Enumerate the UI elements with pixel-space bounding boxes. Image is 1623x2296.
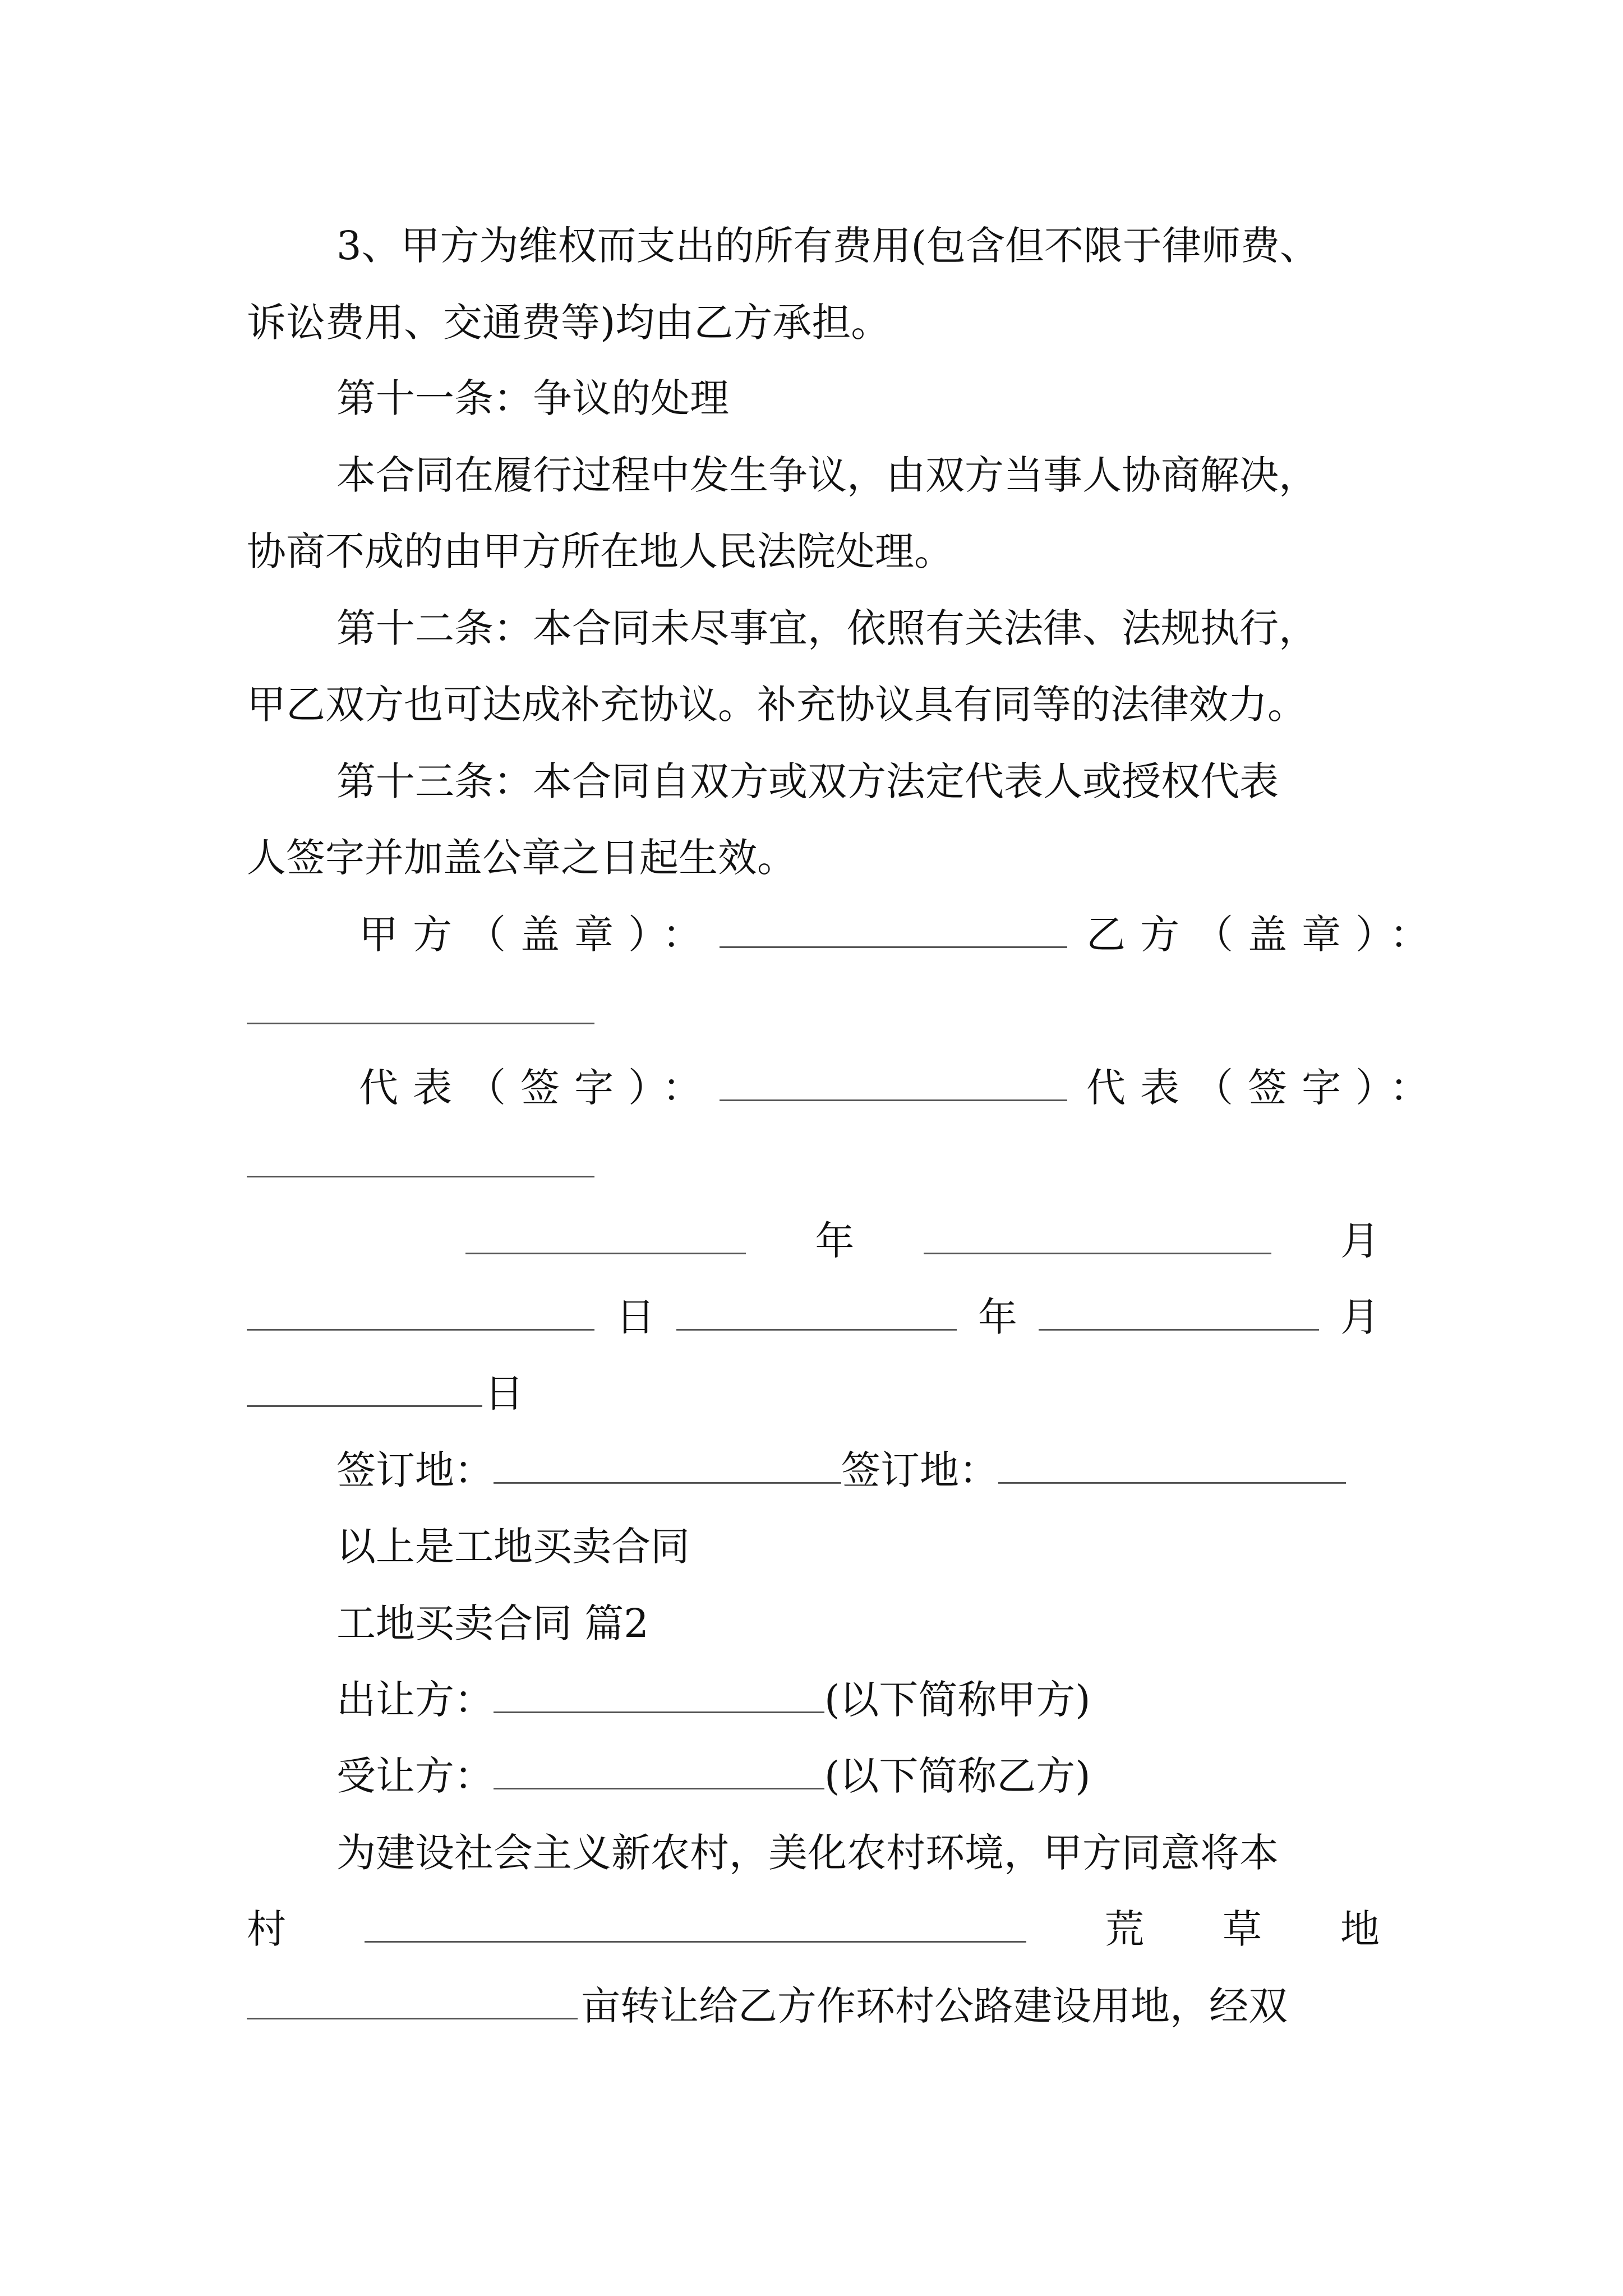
transferee-label: 受让方： bbox=[336, 1753, 494, 1799]
month-a-blank bbox=[924, 1220, 1271, 1254]
intro-line-3-text: 亩转让给乙方作环村公路建设用地，经双 bbox=[581, 1983, 1288, 2029]
year-a-blank bbox=[465, 1220, 746, 1254]
section-2-title: 工地买卖合同 篇2 bbox=[336, 1600, 649, 1646]
transferee-note: (以下简称乙方) bbox=[824, 1753, 1091, 1799]
place-b-blank bbox=[998, 1450, 1346, 1484]
rep-b-label: 代表（签字）： bbox=[1086, 1065, 1444, 1111]
place-b-label: 签订地： bbox=[841, 1447, 998, 1493]
rep-b-blank bbox=[247, 1143, 594, 1177]
intro-land: 地 bbox=[1340, 1906, 1380, 1952]
intro-grass: 草 bbox=[1223, 1906, 1262, 1952]
day-a-label: 日 bbox=[616, 1294, 655, 1340]
year-a-label: 年 bbox=[815, 1218, 855, 1264]
intro-line-1: 为建设社会主义新农村，美化农村环境，甲方同意将本 bbox=[336, 1830, 1279, 1876]
article-13-line-2: 人签字并加盖公章之日起生效。 bbox=[247, 835, 796, 881]
month-b-label: 月 bbox=[1340, 1294, 1380, 1340]
month-b-blank bbox=[1039, 1296, 1319, 1331]
transferor-label: 出让方： bbox=[336, 1677, 494, 1723]
clause-3-line-1: 3、甲方为维权而支出的所有费用(包含但不限于律师费、 bbox=[336, 223, 1319, 269]
article-11-line-2: 协商不成的由甲方所在地人民法院处理。 bbox=[247, 528, 953, 574]
rep-a-label: 代表（签字）： bbox=[359, 1065, 716, 1111]
article-11-line-1: 本合同在履行过程中发生争议，由双方当事人协商解决， bbox=[336, 452, 1318, 498]
party-b-seal-label: 乙方（盖章）： bbox=[1086, 912, 1444, 958]
intro-line-3 bbox=[247, 1978, 1380, 2034]
place-a-label: 签订地： bbox=[336, 1447, 494, 1493]
rep-b-blank-line bbox=[247, 1136, 1380, 1192]
date-line-1 bbox=[465, 1213, 1380, 1269]
intro-line-2 bbox=[247, 1901, 1380, 1957]
article-13-line-1: 第十三条：本合同自双方或双方法定代表人或授权代表 bbox=[336, 758, 1279, 804]
transferee-line bbox=[336, 1748, 1380, 1804]
transferor-note: (以下简称甲方) bbox=[824, 1677, 1091, 1723]
rep-a-blank bbox=[720, 1067, 1067, 1101]
party-b-seal-blank bbox=[247, 990, 594, 1024]
area-blank bbox=[247, 1985, 578, 2019]
party-seal-line bbox=[359, 907, 1444, 963]
article-11-title: 第十一条：争议的处理 bbox=[336, 375, 729, 421]
year-b-blank bbox=[676, 1296, 957, 1331]
intro-village: 村 bbox=[247, 1906, 286, 1952]
party-b-seal-blank-line bbox=[247, 983, 1380, 1039]
signing-place-line bbox=[336, 1442, 1380, 1498]
place-a-blank bbox=[494, 1450, 841, 1484]
month-a-label: 月 bbox=[1340, 1218, 1380, 1264]
party-a-seal-blank bbox=[720, 914, 1067, 948]
article-12-line-1: 第十二条：本合同未尽事宜，依照有关法律、法规执行， bbox=[336, 605, 1318, 651]
village-blank bbox=[365, 1908, 1026, 1943]
clause-3-line-2: 诉讼费用、交通费等)均由乙方承担。 bbox=[247, 300, 891, 346]
date-line-3 bbox=[247, 1365, 1380, 1421]
day-b-blank bbox=[247, 1373, 482, 1407]
transferor-blank bbox=[494, 1679, 824, 1713]
day-b-label: 日 bbox=[485, 1370, 524, 1416]
transferee-blank bbox=[494, 1755, 824, 1789]
closing-line: 以上是工地买卖合同 bbox=[336, 1524, 690, 1570]
date-line-2 bbox=[247, 1289, 1380, 1345]
intro-wild: 荒 bbox=[1105, 1906, 1144, 1952]
party-a-seal-label: 甲方（盖章）： bbox=[359, 912, 716, 958]
transferor-line bbox=[336, 1672, 1380, 1728]
article-12-line-2: 甲乙双方也可达成补充协议。补充协议具有同等的法律效力。 bbox=[247, 682, 1307, 728]
day-a-blank bbox=[247, 1296, 594, 1331]
year-b-label: 年 bbox=[978, 1294, 1017, 1340]
representative-line bbox=[359, 1060, 1444, 1116]
